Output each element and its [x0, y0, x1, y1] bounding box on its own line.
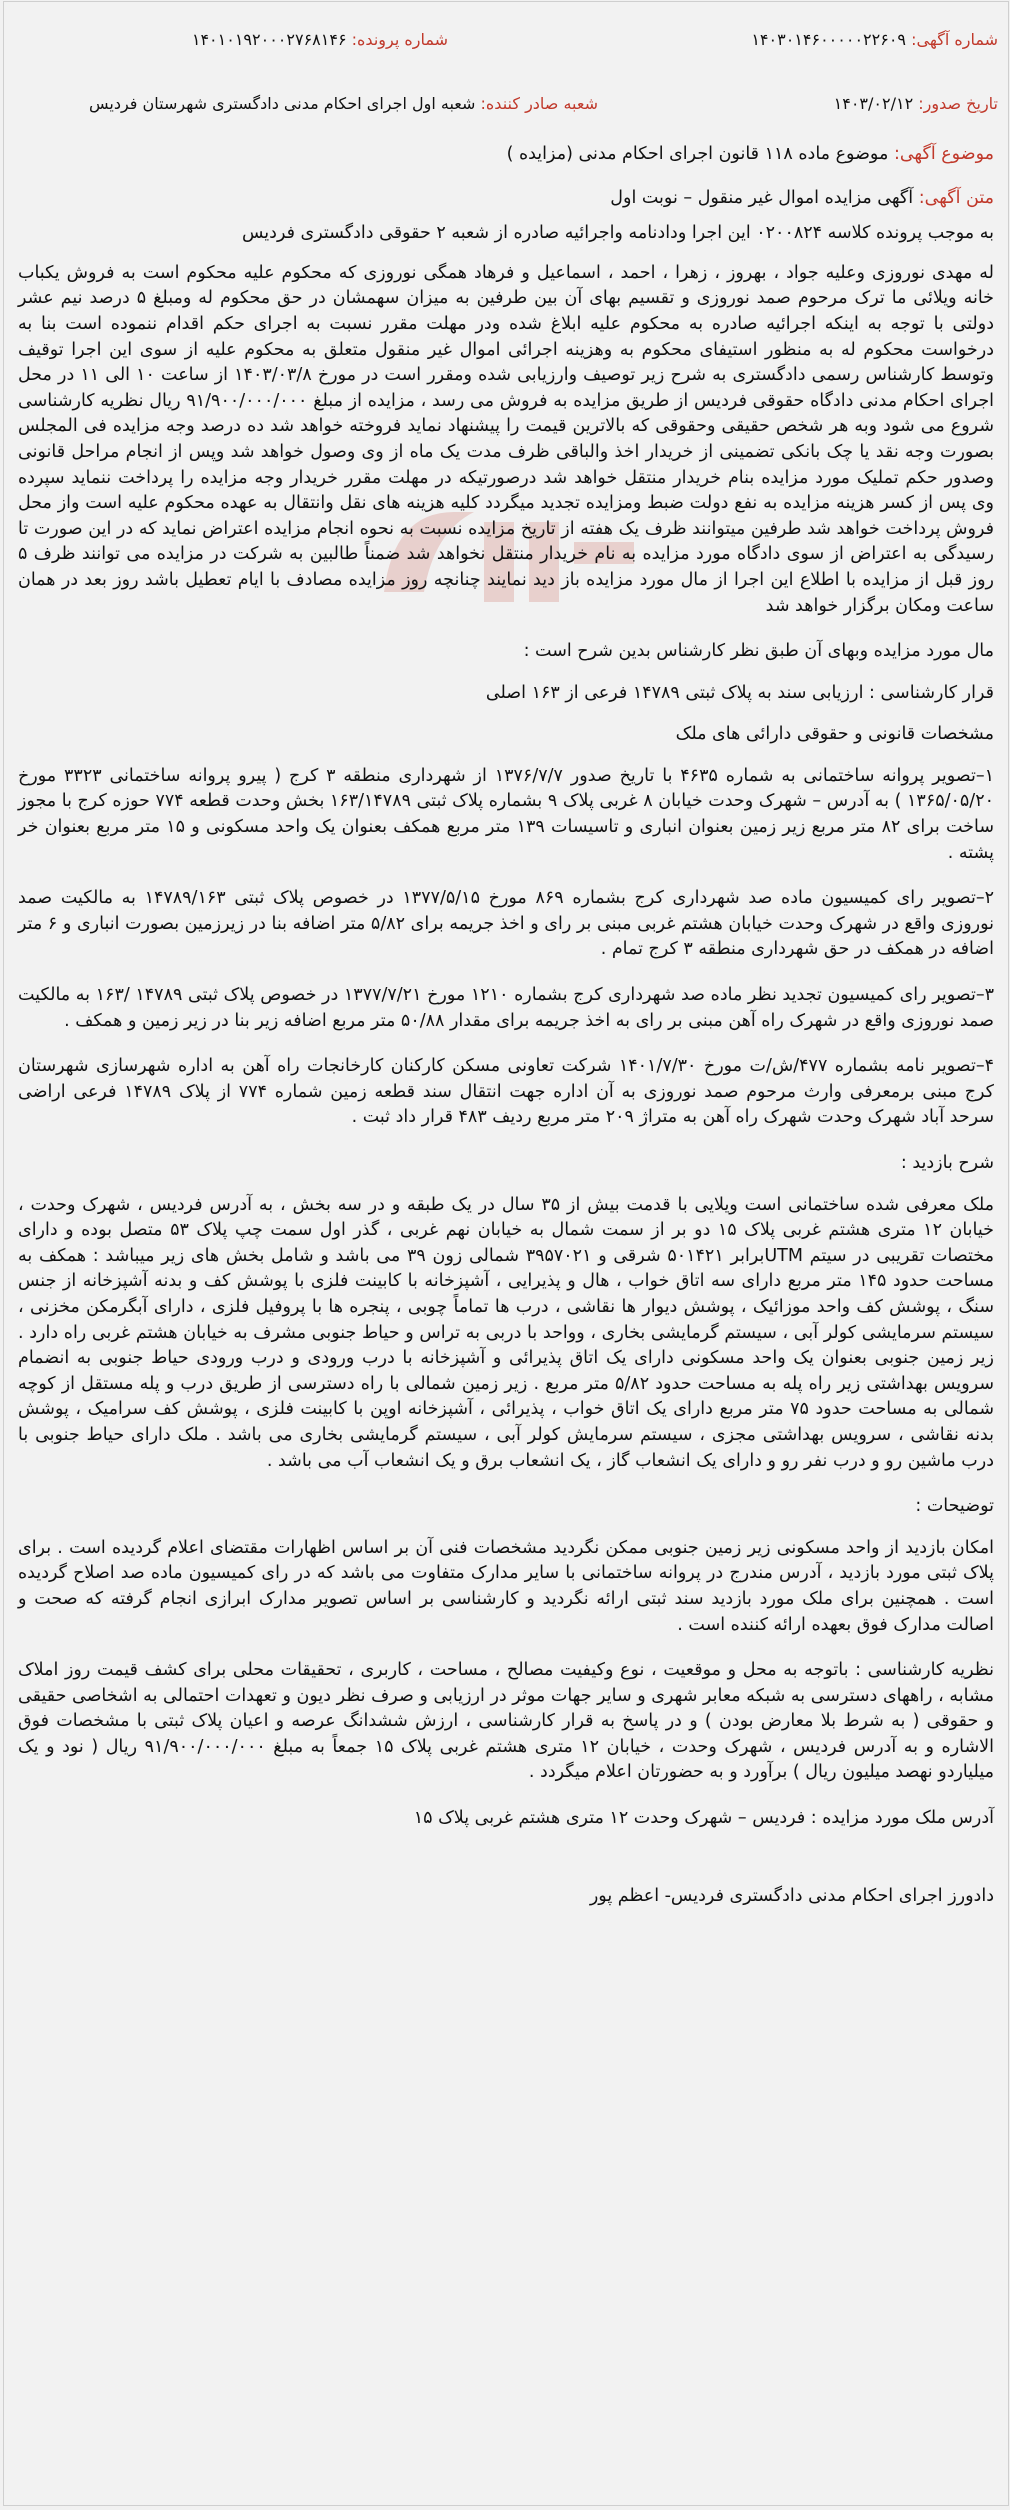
notes-text: امکان بازدید از واحد مسکونی زیر زمین جنوبی ممکن نگردید مشخصات فنی آن بر اساس اظهارات مقتضای اعلام گردیده است . برای پلاک ثبتی مورد بازدید ، آدرس مندرج در پروانه ساختمانی با سایر مدارک متفاوت می باشد که در رای کمیسیون ماده صد اصلاح گردیده است . همچنین برای ملک مورد بازدید سند ثبتی ارائه نگردید و کارشناسی بر اساس تصویر مدارک ابرازی انجام گرفته که صحت و اصالت مدارک فوق بعهده ارائه کننده است .: [18, 1537, 994, 1635]
issue-date-label: تاریخ صدور:: [918, 94, 998, 113]
issue-date-field: [834, 94, 998, 113]
text-header-row: [18, 186, 994, 212]
case-number-field: [192, 30, 448, 49]
legal-section-title: مشخصات قانونی و حقوقی دارائی های ملک: [675, 724, 994, 745]
expert-decision: قرار کارشناسی : ارزیابی سند به پلاک ثبتی ۱۴۷۸۹ فرعی از ۱۶۳ اصلی: [485, 682, 994, 703]
subject-label: موضوع آگهی:: [893, 144, 994, 164]
case-number-label: شماره پرونده:: [351, 30, 448, 49]
issuer-field: [89, 94, 598, 113]
legal-item: ۴–تصویر نامه بشماره ۴۷۷/ش/ت مورخ ۱۴۰۱/۷/۳۰ شرکت تعاونی مسکن کارکنان کارخانجات راه آهن به اداره شهرسازی شهرستان کرج مبنی برمعرفی وارث مرحوم صمد نوروزی به آن اداره جهت انتقال سند قطعه زمین شماره ۷۷۴ از پلاک ۱۴۷۸۹ فرعی اراضی سرحد آباد شهرک وحدت شهرک راه آهن به متراژ ۲۰۹ متر مربع ردیف ۴۸۳ قرار داد ثبت .: [18, 1056, 995, 1128]
legal-item: ۱–تصویر پروانه ساختمانی به شماره ۴۶۳۵ با تاریخ صدور ۱۳۷۶/۷/۷ از شهرداری منطقه ۳ کرج ( پیرو پروانه ساختمانی ۳۳۲۳ مورخ ۱۳۶۵/۰۵/۲۰ ) به آدرس – شهرک وحدت خیابان ۸ غربی پلاک ۹ بشماره پلاک ثبتی ۱۶۳/۱۴۷۸۹ بخش وحدت قطعه ۷۷۴ حوزه کرج با مجوز ساخت برای ۸۲ متر مربع زیر زمین بعنوان انباری و تاسیسات ۱۳۹ متر مربع همکف بعنوان یک واحد مسکونی و ۱۵ متر مربع بعنوان خر پشته .: [18, 765, 995, 863]
notice-body: [18, 142, 994, 1925]
case-reference-paragraph: به موجب پرونده کلاسه ۰۲۰۰۸۲۴ این اجرا ودادنامه واجرائیه صادره از شعبه ۲ حقوقی دادگستری فردیس: [241, 223, 994, 244]
auction-terms-paragraph: له مهدی نوروزی وعلیه جواد ، بهروز ، زهرا ، احمد ، اسماعیل و فرهاد همگی نوروزی که محکوم علیه محکوم است به فروش یکباب خانه ویلائی ما ترک مرحوم صمد نوروزی و تقسیم بهای آن بین طرفین به میزان سهمشان در حق محکوم له ومبلغ ۵ درصد نیم عشر دولتی با توجه به اینکه اجرائیه صادره به محکوم علیه ابلاغ شده ودر مهلت مقرر نسبت به اجرای حکم اقدام ننموده است بنا به درخواست محکوم له به منظور استیفای محکوم به وهزینه اجرائی اموال غیر منقول متعلق به محکوم علیه از سوی این اجرا توقیف وتوسط کارشناس رسمی دادگستری به شرح زیر توصیف وارزیابی شده ومقرر است در مورخ ۱۴۰۳/۰۳/۸ از ساعت ۱۰ الی ۱۱ در محل اجرای احکام مدنی دادگاه حقوقی فردیس از طریق مزایده به فروش می رسد ، مزایده از مبلغ ۹۱/۹۰۰/۰۰۰/۰۰۰ ریال نظریه کارشناسی شروع می شود وبه هر شخص حقیقی وحقوقی که بالاترین قیمت را پیشنهاد نماید فروخته خواهد شد ده درصد وجه مزایده فی المجلس بصورت وجه نقد یا چک بانکی تضمینی از خریدار اخذ والباقی ظرف مدت یک ماه از وی وصول خواهد شد وپس از انجام مراحل قانونی وصدور حکم تملیک مورد مزایده بنام خریدار منتقل خواهد شد درصورتیکه در مهلت مقرر خریدار وجه مزایده را پرداخت ننماید سپرده وی پس از کسر هزینه مزایده به نفع دولت ضبط ومزایده تجدید میگردد کلیه هزینه های نقل وانتقال به عهده محکوم علیه است واز محل فروش پرداخت خواهد شد طرفین میتوانند ظرف یک هفته از تاریخ مزایده نسبت به نحوه انجام مزایده اعتراض نماید که در این صورت تا رسیدگی به اعتراض از سوی دادگاه مورد مزایده به نام خریدار منتقل نخواهد شد ضمناً طالبین به شرکت در مزایده می توانند ظرف ۵ روز قبل از مزایده با اطلاع این اجرا از مال مورد مزایده باز دید نمایند چنانچه روز مزایده مصادف با ایام تعطیل باشد روز بعد در همان ساعت ومکان برگزار خواهد شد: [18, 262, 995, 616]
issuer-value: شعبه اول اجرای احکام مدنی دادگستری شهرستان فردیس: [88, 94, 476, 113]
subject-row: [18, 142, 994, 168]
text-label: متن آگهی:: [918, 187, 994, 208]
issuer-label: شعبه صادر کننده:: [480, 94, 598, 113]
signature: دادورز اجرای احکام مدنی دادگستری فردیس- اعظم پور: [589, 1885, 994, 1906]
visit-section-title: شرح بازدید :: [900, 1153, 994, 1173]
legal-item: ۲–تصویر رای کمیسیون ماده صد شهرداری کرج بشماره ۸۶۹ مورخ ۱۳۷۷/۵/۱۵ در خصوص پلاک ثبتی ۱۴۷۸۹/۱۶۳ به مالکیت صمد نوروزی واقع در شهرک وحدت خیابان هشتم غربی مبنی بر رای و اخذ جریمه برای ۵/۸۲ متر اضافه بنا در زیرزمین بصورت انباری و ۶ متر اضافه در همکف در حق شهرداری منطقه ۳ کرج تمام .: [18, 888, 995, 960]
notice-number-value: ۱۴۰۳۰۱۴۶۰۰۰۰۰۲۲۶۰۹: [751, 30, 907, 49]
expert-opinion: نظریه کارشناسی : باتوجه به محل و موقعیت ، نوع وکیفیت مصالح ، مساحت ، کاربری ، تحقیقات محلی برای کشف قیمت روز املاک مشابه ، راههای دسترسی به شبکه معابر شهری و سایر جهات موثر در ارزیابی و صرف نظر دیون و تعهدات احتمالی به اشخاصی حقیقی و حقوقی ( به شرط بلا معارض بودن ) و در پاسخ به قرار کارشناسی ، ارزش ششدانگ عرصه و اعیان پلاک ثبتی با مشخصات فوق الاشاره و به آدرس فردیس ، شهرک وحدت ، خیابان ۱۲ متری هشتم غربی پلاک ۱۵ جمعاً به مبلغ ۹۱/۹۰۰/۰۰۰/۰۰۰ ریال ( نود و یک میلیاردو نهصد میلیون ریال ) برآورد و به حضورتان اعلام میگردد .: [18, 1660, 994, 1783]
subject-value: موضوع ماده ۱۱۸ قانون اجرای احکام مدنی (مزایده ): [506, 144, 889, 164]
legal-item: ۳–تصویر رای کمیسیون تجدید نظر ماده صد شهرداری کرج بشماره ۱۲۱۰ مورخ ۱۳۷۷/۷/۲۱ در خصوص پلاک ثبتی ۱۴۷۸۹ /۱۶۳ به مالکیت صمد نوروزی واقع در شهرک راه آهن مبنی بر رای به اخذ جریمه برای مقدار ۵۰/۸۸ متر مربع اضافه زیر بنا در زیر زمین و همکف .: [18, 985, 994, 1031]
notice-number-label: شماره آگهی:: [911, 30, 998, 49]
notes-section-title: توضیحات :: [915, 1496, 994, 1517]
visit-description: ملک معرفی شده ساختمانی است ویلایی با قدمت بیش از ۳۵ سال در یک طبقه و در سه بخش ، به آدرس فردیس ، شهرک وحدت ، خیابان ۱۲ متری هشتم غربی پلاک ۱۵ دو بر از سمت شمال به خیابان نهم غربی ، گذر اول سمت چپ پلاک ۵۳ متصل بوده و دارای مختصات تقریبی در سیتم UTMبرابر ۵۰۱۴۲۱ شرقی و ۳۹۵۷۰۲۱ شمالی زون ۳۹ می باشد و شامل بخش های زیر میباشد : همکف به مساحت حدود ۱۴۵ متر مربع دارای سه اتاق خواب ، هال و پذیرایی ، آشپزخانه با کابینت فلزی با پوشش کف و بدنه آشپزخانه از جنس سنگ ، پوشش کف واحد موزائیک ، پوشش دیوار ها نقاشی ، درب ها تماماً چوبی ، پنجره ها با پروفیل فلزی ، دارای آبگرمکن مخزنی ، سیستم سرمایشی کولر آبی ، سیستم گرمایشی بخاری ، وواحد با دربی به تراس و حیاط جنوبی مشرف به خیابان هشتم غربی راه دارد . زیر زمین جنوبی بعنوان یک واحد مسکونی دارای یک اتاق پذیرائی و آشپزخانه با درب ورودی و درب ورودی حیاط جنوبی به انضمام سرویس بهداشتی زیر راه پله به مساحت حدود ۵/۸۲ متر مربع . زیر زمین شمالی با راه دسترسی از طریق درب و پله مستقل از کوچه شمالی به مساحت حدود ۷۵ متر مربع دارای یک اتاق خواب ، پذیرائی ، آشپزخانه اوپن با کابینت فلزی ، پوشش کف سرامیک ، پوشش بدنه نقاشی ، سرویس بهداشتی مجزی ، سیستم سرمایش کولر آبی ، سیستم گرمایشی بخاری می باشد . ملک دارای حیاط جنوبی با درب ماشین رو و درب نفر رو و دارای یک انشعاب گاز ، یک انشعاب برق و یک انشعاب آب می باشد .: [18, 1194, 995, 1471]
expert-intro: مال مورد مزایده وبهای آن طبق نظر کارشناس بدین شرح است :: [523, 641, 994, 662]
notice-number-field: [751, 30, 998, 49]
notice-page: [3, 1, 1009, 2506]
property-address: آدرس ملک مورد مزایده : فردیس – شهرک وحدت ۱۲ متری هشتم غربی پلاک ۱۵: [413, 1808, 994, 1829]
issue-date-value: ۱۴۰۳/۰۲/۱۲: [833, 94, 914, 113]
notice-title: آگهی مزایده اموال غیر منقول – نوبت اول: [610, 187, 914, 208]
case-number-value: ۱۴۰۱۰۱۹۲۰۰۰۲۷۶۸۱۴۶: [191, 30, 347, 49]
